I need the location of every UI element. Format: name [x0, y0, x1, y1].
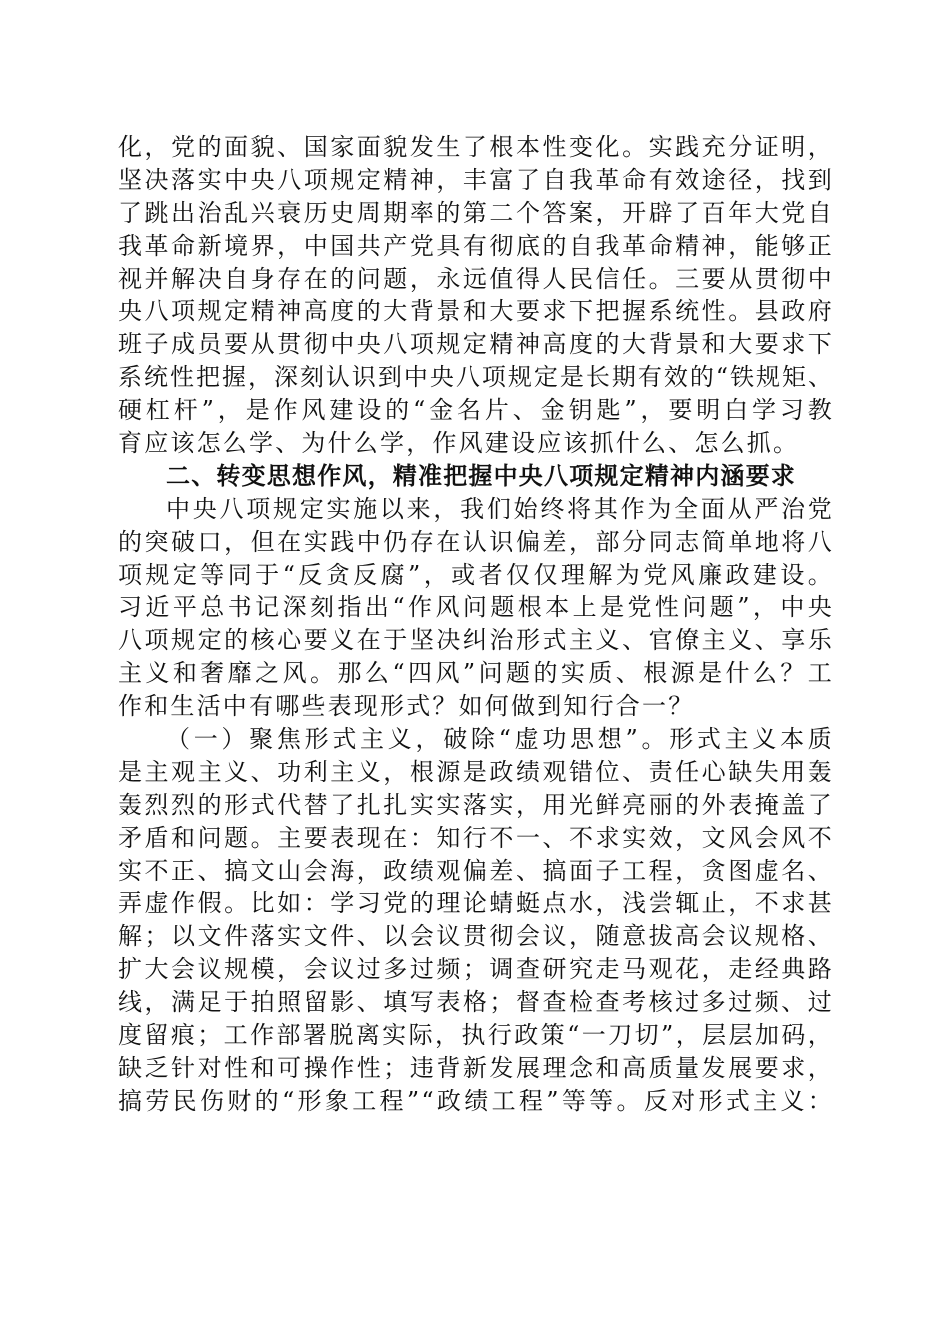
text-line: 是主观主义、功利主义，根源是政绩观错位、责任心缺失用轰 [118, 757, 834, 786]
paragraph-continued [118, 131, 834, 460]
text-line: 项规定等同于“反贪反腐”，或者仅仅理解为党风廉政建设。 [118, 560, 834, 589]
text-line: 扩大会议规模，会议过多过频；调查研究走马观花，走经典路 [118, 955, 834, 984]
text-line: 主义和奢靡之风。那么“四风”问题的实质、根源是什么？工 [118, 659, 834, 688]
text-line: 八项规定的核心要义在于坚决纠治形式主义、官僚主义、享乐 [118, 626, 834, 655]
text-line: 育应该怎么学、为什么学，作风建设应该抓什么、怎么抓。 [118, 429, 800, 458]
text-line: 矛盾和问题。主要表现在：知行不一、不求实效，文风会风不 [118, 823, 834, 852]
text-line: 线，满足于拍照留影、填写表格；督查检查考核过多过频、过 [118, 988, 834, 1017]
text-line: 实不正、搞文山会海，政绩观偏差、搞面子工程，贪图虚名、 [118, 856, 834, 885]
section-heading [118, 460, 834, 493]
text-line: 作和生活中有哪些表现形式？如何做到知行合一？ [118, 692, 695, 721]
text-line: 的突破口，但在实践中仍存在认识偏差，部分同志简单地将八 [118, 527, 834, 556]
text-line: 缺乏针对性和可操作性；违背新发展理念和高质量发展要求， [118, 1053, 834, 1082]
paragraph-intro [118, 493, 834, 723]
text-line: 视并解决自身存在的问题，永远值得人民信任。三要从贯彻中 [118, 264, 834, 293]
text-line: 班子成员要从贯彻中央八项规定精神高度的大背景和大要求下 [118, 330, 834, 359]
document-page [118, 131, 834, 1118]
text-line: 化，党的面貌、国家面貌发生了根本性变化。实践充分证明， [118, 133, 834, 161]
text-line: 坚决落实中央八项规定精神，丰富了自我革命有效途径，找到 [118, 165, 834, 194]
text-line: 搞劳民伤财的“形象工程”“政绩工程”等等。反对形式主义： [118, 1086, 834, 1115]
text-line: 硬杠杆”，是作风建设的“金名片、金钥匙”，要明白学习教 [118, 396, 834, 425]
text-line: 系统性把握，深刻认识到中央八项规定是长期有效的“铁规矩、 [118, 363, 834, 392]
paragraph-formalism [118, 723, 834, 1118]
text-line: （一）聚焦形式主义，破除“虚功思想”。形式主义本质 [166, 725, 834, 754]
heading-line: 二、转变思想作风，精准把握中央八项规定精神内涵要求 [166, 461, 796, 490]
text-line: 轰烈烈的形式代替了扎扎实实落实，用光鲜亮丽的外表掩盖了 [118, 790, 834, 819]
text-line: 中央八项规定实施以来，我们始终将其作为全面从严治党 [166, 494, 834, 523]
text-line: 解；以文件落实文件、以会议贯彻会议，随意拔高会议规格、 [118, 922, 834, 951]
text-line: 了跳出治乱兴衰历史周期率的第二个答案，开辟了百年大党自 [118, 198, 834, 227]
text-line: 央八项规定精神高度的大背景和大要求下把握系统性。县政府 [118, 297, 834, 326]
text-line: 度留痕；工作部署脱离实际，执行政策“一刀切”，层层加码， [118, 1021, 834, 1050]
text-line: 我革命新境界，中国共产党具有彻底的自我革命精神，能够正 [118, 231, 834, 260]
text-line: 弄虚作假。比如：学习党的理论蜻蜓点水，浅尝辄止，不求甚 [118, 889, 834, 918]
text-line: 习近平总书记深刻指出“作风问题根本上是党性问题”，中央 [118, 593, 834, 622]
